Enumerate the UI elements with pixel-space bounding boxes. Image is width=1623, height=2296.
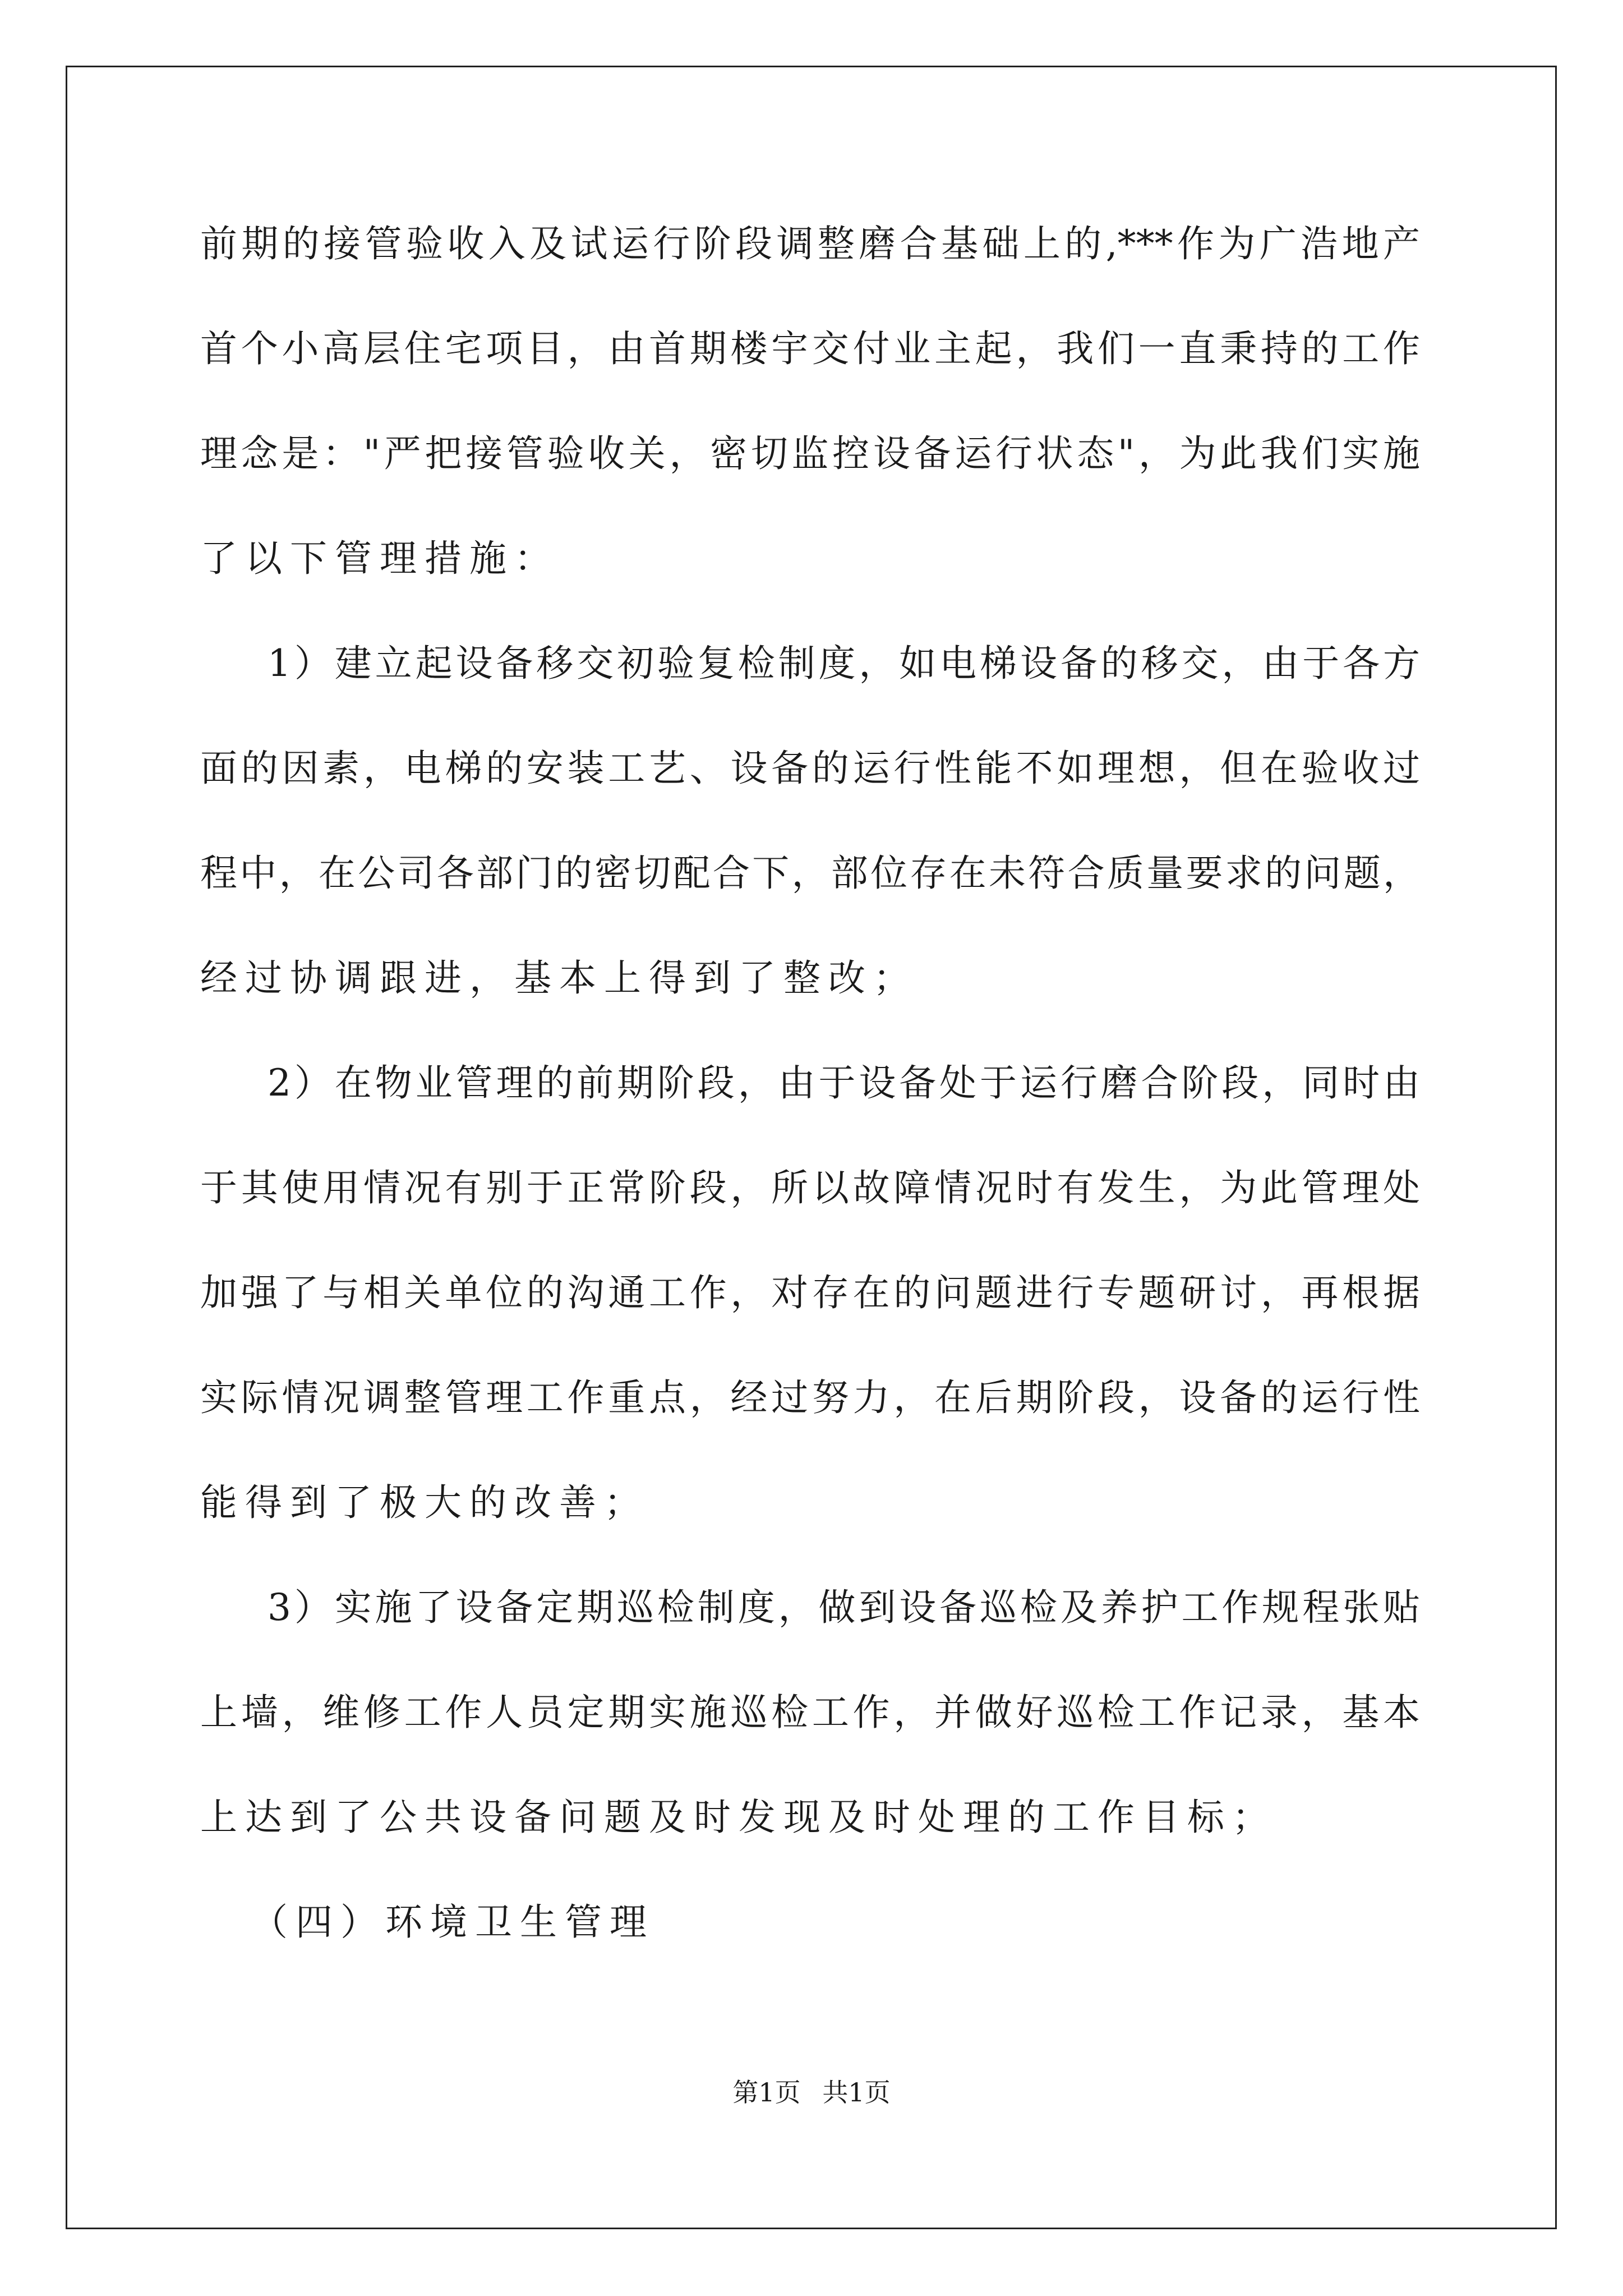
text-line: 加强了与相关单位的沟通工作，对存在的问题进行专题研讨，再根据 (200, 1271, 1420, 1314)
paragraph-3-start: 3）实施了设备定期巡检制度，做到设备巡检及养护工作规程张贴 (268, 1586, 1420, 1629)
text-line: 理念是："严把接管验收关，密切监控设备运行状态"，为此我们实施 (200, 432, 1420, 475)
text-line: 程中，在公司各部门的密切配合下，部位存在未符合质量要求的问题， (200, 852, 1420, 895)
text-line: 前期的接管验收入及试运行阶段调整磨合基础上的,***作为广浩地产 (200, 222, 1420, 265)
text-line: 实际情况调整管理工作重点，经过努力，在后期阶段，设备的运行性 (200, 1376, 1420, 1419)
section-heading: （四）环境卫生管理 (251, 1901, 654, 1944)
text-line: 上墙，维修工作人员定期实施巡检工作，并做好巡检工作记录，基本 (200, 1691, 1420, 1734)
page-number-total: 共1页 (822, 2077, 891, 2108)
text-line: 了以下管理措施： (200, 537, 559, 580)
paragraph-1-start: 1）建立起设备移交初验复检制度，如电梯设备的移交，由于各方 (268, 642, 1420, 685)
text-line: 能得到了极大的改善； (200, 1481, 649, 1524)
page-footer (0, 2076, 1623, 2109)
text-line: 经过协调跟进，基本上得到了整改； (200, 956, 918, 1000)
text-line: 面的因素，电梯的安装工艺、设备的运行性能不如理想，但在验收过 (200, 747, 1420, 790)
paragraph-2-start: 2）在物业管理的前期阶段，由于设备处于运行磨合阶段，同时由 (268, 1061, 1420, 1105)
text-line: 首个小高层住宅项目，由首期楼宇交付业主起，我们一直秉持的工作 (200, 327, 1420, 370)
text-line: 上达到了公共设备问题及时发现及时处理的工作目标； (200, 1796, 1277, 1839)
page-number-current: 第1页 (732, 2077, 801, 2108)
text-line: 于其使用情况有别于正常阶段，所以故障情况时有发生，为此管理处 (200, 1166, 1420, 1209)
